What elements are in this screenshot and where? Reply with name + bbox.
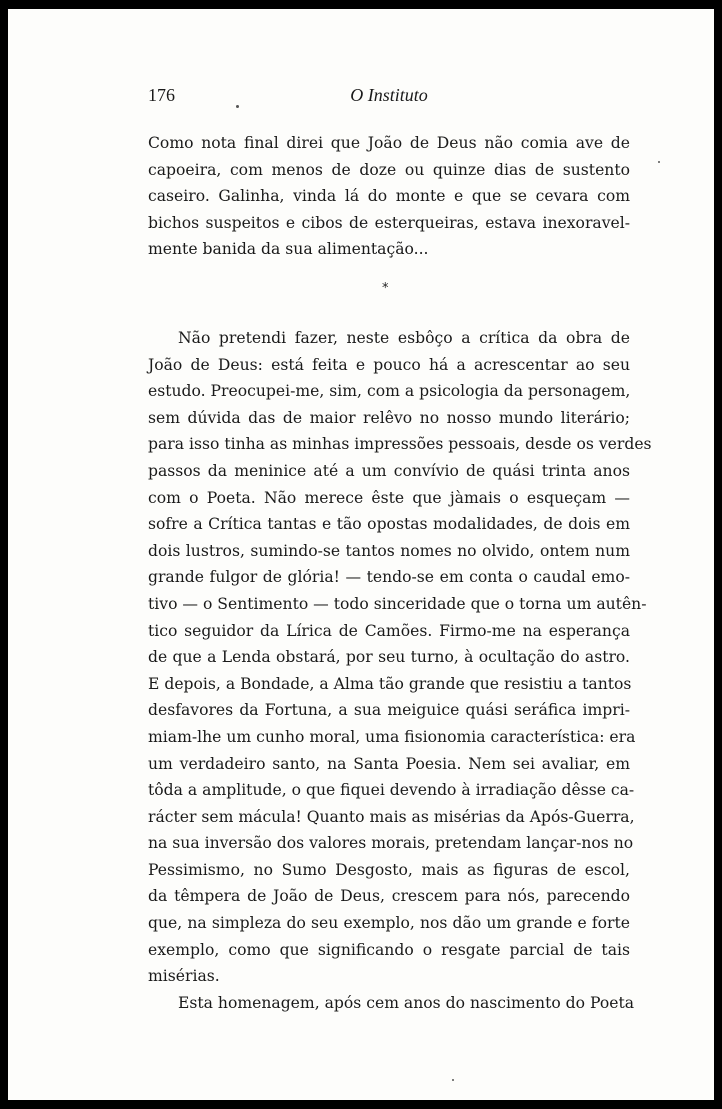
text-line: bichos suspeitos e cibos de esterqueiras, estava inexoravel- — [148, 213, 630, 232]
scan-speck — [658, 161, 660, 163]
text-line: misérias. — [148, 967, 220, 986]
text-line: sofre a Crítica tantas e tão opostas modalidades, de dois em — [148, 515, 630, 534]
text-line: miam-lhe um cunho moral, uma fisionomia característica: era — [148, 727, 636, 746]
text-line: caseiro. Galinha, vinda lá do monte e que se cevara com — [148, 187, 630, 205]
paragraph-1 — [148, 130, 630, 263]
text-line: de que a Lenda obstará, por seu turno, à ocultação do astro. — [148, 648, 630, 667]
running-title: O Instituto — [350, 85, 428, 105]
text-line: capoeira, com menos de doze ou quinze dias de sustento — [148, 160, 630, 179]
text-line: Esta homenagem, após cem anos do nascimento do Poeta — [178, 993, 635, 1012]
text-line: João de Deus: está feita e pouco há a acrescentar ao seu — [148, 355, 630, 374]
text-line: tôda a amplitude, o que fiquei devendo à irradiação dêsse ca- — [148, 781, 635, 800]
text-line: E depois, a Bondade, a Alma tão grande que resistiu a tantos — [148, 674, 632, 693]
scan-speck — [236, 105, 239, 108]
text-line: dois lustros, sumindo-se tantos nomes no olvido, ontem num — [148, 541, 630, 560]
text-line: com o Poeta. Não merece êste que jàmais o esqueçam — — [148, 488, 630, 507]
text-line: estudo. Preocupei-me, sim, com a psicologia da personagem, — [148, 382, 631, 401]
text-line: para isso tinha as minhas impressões pessoais, desde os verdes — [148, 435, 652, 454]
scan-speck — [452, 1079, 454, 1081]
page-number: 176 — [148, 85, 175, 105]
text-line: desfavores da Fortuna, a sua meiguice quási seráfica impri- — [148, 701, 630, 720]
text-line: Não pretendi fazer, neste esbôço a crítica da obra de — [178, 329, 630, 347]
text-line: exemplo, como que significando o resgate parcial de tais — [148, 940, 630, 959]
text-line: grande fulgor de glória! — tendo-se em conta o caudal emo- — [148, 568, 630, 587]
paragraph-2 — [148, 325, 652, 1016]
text-line: sem dúvida das de maior relêvo no nosso mundo literário; — [148, 408, 630, 427]
text-line: rácter sem mácula! Quanto mais as misérias da Após-Guerra, — [148, 807, 635, 826]
text-line: tivo — o Sentimento — todo sinceridade que o torna um autên- — [148, 594, 647, 613]
text-line: mente banida da sua alimentação... — [148, 240, 429, 258]
section-separator-asterisk: * — [382, 281, 389, 296]
text-line: Pessimismo, no Sumo Desgosto, mais as figuras de escol, — [148, 860, 630, 879]
text-line: na sua inversão dos valores morais, pretendam lançar-nos no — [148, 834, 634, 853]
text-line: que, na simpleza do seu exemplo, nos dão um grande e forte — [148, 914, 630, 933]
text-line: passos da meninice até a um convívio de quási trinta anos — [148, 461, 630, 480]
text-line: Como nota final direi que João de Deus não comia ave de — [148, 134, 630, 152]
text-line: da têmpera de João de Deus, crescem para nós, parecendo — [148, 887, 630, 906]
text-line: um verdadeiro santo, na Santa Poesia. Nem sei avaliar, em — [148, 754, 630, 773]
page-header — [148, 85, 630, 111]
book-page — [8, 9, 714, 1100]
text-line: tico seguidor da Lírica de Camões. Firmo-me na esperança — [148, 621, 630, 640]
